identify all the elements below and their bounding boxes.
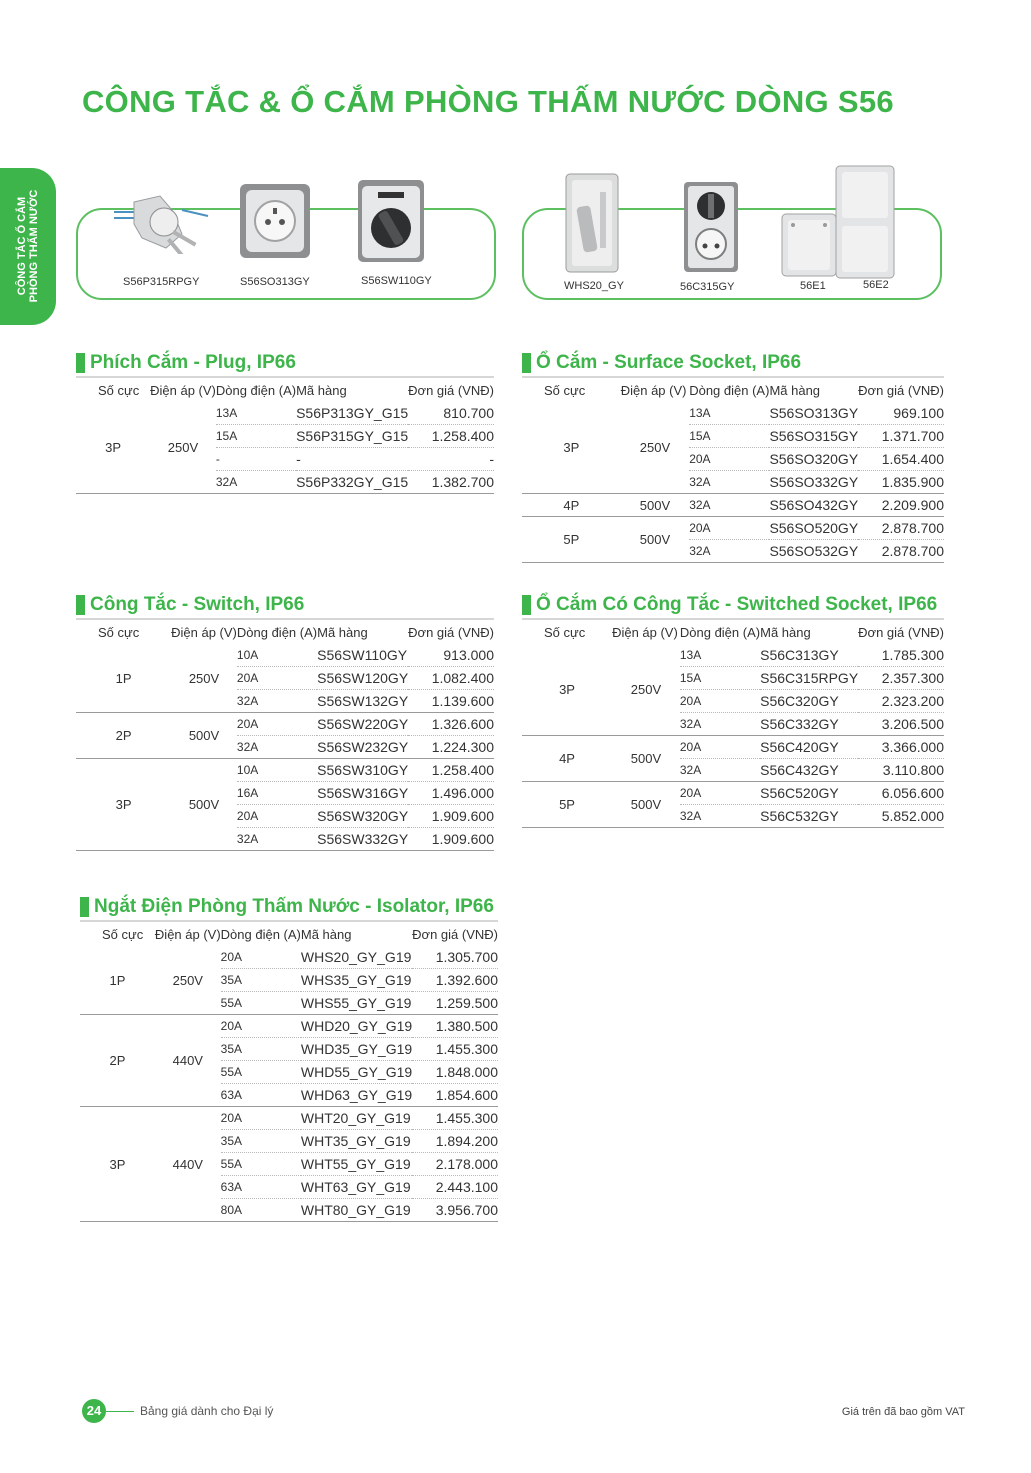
table-header-row <box>522 620 944 644</box>
footer-divider <box>106 1411 134 1412</box>
table-row <box>76 644 494 667</box>
isolator-section <box>80 894 498 1222</box>
pole-cell: 2P <box>76 713 171 759</box>
table-row <box>522 517 944 540</box>
product-code-cell: S56SO315GY <box>769 425 858 448</box>
table-header-row <box>80 922 498 946</box>
current-cell: 55A <box>221 1153 301 1176</box>
section-title: Ổ Cắm Có Công Tắc - Switched Socket, IP66 <box>536 594 938 615</box>
product-code-cell: S56C332GY <box>760 713 858 736</box>
product-code-cell: S56C520GY <box>760 782 858 805</box>
price-cell: 6.056.600 <box>858 782 944 805</box>
enclosure-56e2-image <box>834 164 896 285</box>
current-cell: 10A <box>237 644 317 667</box>
product-code-cell: S56C420GY <box>760 736 858 759</box>
product-code-cell: WHT20_GY_G19 <box>301 1107 412 1130</box>
price-cell: 1.909.600 <box>408 805 494 828</box>
table-header-row <box>76 620 494 644</box>
current-cell: 32A <box>237 828 317 851</box>
voltage-cell: 500V <box>171 759 237 851</box>
price-cell: 3.110.800 <box>858 759 944 782</box>
current-cell: 32A <box>680 759 760 782</box>
price-cell: 1.654.400 <box>858 448 944 471</box>
table-row <box>76 402 494 425</box>
product-code-cell: S56P313GY_G15 <box>296 402 408 425</box>
current-cell: 15A <box>689 425 769 448</box>
product-label: WHS20_GY <box>564 280 624 292</box>
voltage-cell: 500V <box>621 517 689 563</box>
isolator-product-image <box>564 172 620 279</box>
product-code-cell: S56SO432GY <box>769 494 858 517</box>
product-label: 56E1 <box>800 280 826 292</box>
current-cell: 20A <box>237 805 317 828</box>
current-cell: 55A <box>221 1061 301 1084</box>
pole-cell: 4P <box>522 494 621 517</box>
current-cell: 20A <box>221 1107 301 1130</box>
current-cell: - <box>216 448 296 471</box>
pole-cell: 3P <box>76 759 171 851</box>
price-cell: 1.258.400 <box>408 759 494 782</box>
column-header: Dòng điện (A) <box>679 624 761 640</box>
price-cell: 2.443.100 <box>412 1176 498 1199</box>
current-cell: 10A <box>237 759 317 782</box>
voltage-cell: 500V <box>171 713 237 759</box>
current-cell: 15A <box>216 425 296 448</box>
pole-cell: 4P <box>522 736 612 782</box>
current-cell: 32A <box>689 540 769 563</box>
switch-section <box>76 592 494 851</box>
column-header: Điện áp (V) <box>620 382 687 398</box>
price-cell: 2.878.700 <box>858 517 944 540</box>
product-code-cell: WHT63_GY_G19 <box>301 1176 412 1199</box>
voltage-cell: 250V <box>621 402 689 494</box>
column-header: Dòng điện (A) <box>220 926 301 942</box>
price-cell: 1.835.900 <box>858 471 944 494</box>
product-code-cell: WHD63_GY_G19 <box>301 1084 412 1107</box>
current-cell: 20A <box>680 736 760 759</box>
product-code-cell: S56C432GY <box>760 759 858 782</box>
price-cell: 2.357.300 <box>858 667 944 690</box>
current-cell: 63A <box>221 1084 301 1107</box>
product-code-cell: S56SW310GY <box>317 759 408 782</box>
column-header: Điện áp (V) <box>150 382 216 398</box>
product-code-cell: S56P315GY_G15 <box>296 425 408 448</box>
product-code-cell: S56C313GY <box>760 644 858 667</box>
product-code-cell: S56SW232GY <box>317 736 408 759</box>
price-cell: 913.000 <box>408 644 494 667</box>
footer-vat-note: Giá trên đã bao gồm VAT <box>841 1406 965 1418</box>
section-marker <box>80 897 89 917</box>
product-code-cell: WHS20_GY_G19 <box>301 946 412 969</box>
product-code-cell: S56SO320GY <box>769 448 858 471</box>
price-cell: 1.259.500 <box>412 992 498 1015</box>
voltage-cell: 250V <box>150 402 216 494</box>
table-header-row <box>76 378 494 402</box>
current-cell: 20A <box>221 1015 301 1038</box>
section-marker <box>522 595 531 615</box>
current-cell: 32A <box>680 805 760 828</box>
current-cell: 20A <box>221 946 301 969</box>
price-cell: 3.206.500 <box>858 713 944 736</box>
current-cell: 15A <box>680 667 760 690</box>
product-code-cell: S56C532GY <box>760 805 858 828</box>
product-code-cell: WHT35_GY_G19 <box>301 1130 412 1153</box>
product-label: S56SW110GY <box>361 275 432 287</box>
price-cell: 2.209.900 <box>858 494 944 517</box>
product-code-cell: S56SO313GY <box>769 402 858 425</box>
voltage-cell: 250V <box>612 644 680 736</box>
pole-cell: 5P <box>522 517 621 563</box>
column-header: Đơn giá (VNĐ) <box>412 926 498 942</box>
price-table <box>80 922 498 1222</box>
product-code-cell: WHD35_GY_G19 <box>301 1038 412 1061</box>
price-table <box>522 378 944 563</box>
table-row <box>80 946 498 969</box>
current-cell: 13A <box>216 402 296 425</box>
table-row <box>76 713 494 736</box>
price-cell: 1.382.700 <box>408 471 494 494</box>
section-marker <box>76 595 85 615</box>
product-label: 56E2 <box>863 279 889 291</box>
page-title: CÔNG TẮC & Ổ CẮM PHÒNG THẤM NƯỚC DÒNG S56 <box>82 84 894 119</box>
current-cell: 13A <box>689 402 769 425</box>
table-row <box>80 1015 498 1038</box>
current-cell: 20A <box>689 517 769 540</box>
price-cell: 2.878.700 <box>858 540 944 563</box>
product-code-cell: S56SW132GY <box>317 690 408 713</box>
product-code-cell: WHS55_GY_G19 <box>301 992 412 1015</box>
product-code-cell: S56SW120GY <box>317 667 408 690</box>
price-table <box>76 620 494 851</box>
product-code-cell: S56SO520GY <box>769 517 858 540</box>
price-cell: 1.371.700 <box>858 425 944 448</box>
plug-section <box>76 350 494 494</box>
product-code-cell: WHD55_GY_G19 <box>301 1061 412 1084</box>
product-code-cell: S56SO332GY <box>769 471 858 494</box>
product-code-cell: S56SW316GY <box>317 782 408 805</box>
column-header: Dòng điện (A) <box>236 624 318 640</box>
column-header: Dòng điện (A) <box>689 382 770 398</box>
enclosure-56e1-image <box>780 212 838 283</box>
column-header: Đơn giá (VNĐ) <box>858 624 944 640</box>
price-cell: 1.326.600 <box>408 713 494 736</box>
section-title: Phích Cắm - Plug, IP66 <box>90 352 296 373</box>
price-cell: 1.224.300 <box>408 736 494 759</box>
table-row <box>76 759 494 782</box>
voltage-cell: 500V <box>612 736 680 782</box>
current-cell: 20A <box>237 667 317 690</box>
product-code-cell: S56SW110GY <box>317 644 408 667</box>
product-label: 56C315GY <box>680 281 735 293</box>
column-header: Mã hàng <box>769 382 821 398</box>
price-cell: 3.956.700 <box>412 1199 498 1222</box>
column-header: Mã hàng <box>296 382 347 398</box>
column-header: Điện áp (V) <box>171 624 237 640</box>
voltage-cell: 440V <box>155 1107 221 1222</box>
section-title: Ổ Cắm - Surface Socket, IP66 <box>536 352 802 373</box>
column-header: Số cực <box>98 382 140 398</box>
current-cell: 32A <box>237 690 317 713</box>
page-number: 24 <box>82 1399 106 1423</box>
plug-product-image <box>112 190 212 259</box>
price-cell: 1.785.300 <box>858 644 944 667</box>
column-header: Đơn giá (VNĐ) <box>858 382 944 398</box>
price-cell: 1.455.300 <box>412 1038 498 1061</box>
price-cell: 2.323.200 <box>858 690 944 713</box>
pole-cell: 3P <box>80 1107 155 1222</box>
voltage-cell: 500V <box>621 494 689 517</box>
current-cell: 35A <box>221 1130 301 1153</box>
price-cell: 1.380.500 <box>412 1015 498 1038</box>
voltage-cell: 500V <box>612 782 680 828</box>
current-cell: 16A <box>237 782 317 805</box>
current-cell: 63A <box>221 1176 301 1199</box>
footer-dealer-note: Bảng giá dành cho Đại lý <box>140 1404 274 1418</box>
current-cell: 13A <box>680 644 760 667</box>
voltage-cell: 440V <box>155 1015 221 1107</box>
price-cell: 1.139.600 <box>408 690 494 713</box>
product-code-cell: WHT55_GY_G19 <box>301 1153 412 1176</box>
price-cell: 5.852.000 <box>858 805 944 828</box>
column-header: Số cực <box>98 624 140 640</box>
current-cell: 80A <box>221 1199 301 1222</box>
column-header: Dòng điện (A) <box>215 382 297 398</box>
current-cell: 20A <box>680 690 760 713</box>
switch-product-image <box>356 178 426 269</box>
price-cell: 3.366.000 <box>858 736 944 759</box>
product-code-cell: S56P332GY_G15 <box>296 471 408 494</box>
product-code-cell: WHD20_GY_G19 <box>301 1015 412 1038</box>
pole-cell: 3P <box>76 402 150 494</box>
side-tab[interactable] <box>0 168 56 325</box>
product-code-cell: S56SW220GY <box>317 713 408 736</box>
current-cell: 35A <box>221 969 301 992</box>
table-row <box>522 644 944 667</box>
product-code-cell: S56C315RPGY <box>760 667 858 690</box>
column-header: Mã hàng <box>760 624 811 640</box>
price-cell: 1.455.300 <box>412 1107 498 1130</box>
current-cell: 32A <box>216 471 296 494</box>
price-table <box>76 378 494 494</box>
price-cell: 1.854.600 <box>412 1084 498 1107</box>
surface-socket-section <box>522 350 944 563</box>
product-code-cell: - <box>296 448 408 471</box>
pole-cell: 1P <box>80 946 155 1015</box>
column-header: Điện áp (V) <box>154 926 221 942</box>
table-row <box>80 1107 498 1130</box>
table-row <box>522 782 944 805</box>
pole-cell: 1P <box>76 644 171 713</box>
pole-cell: 3P <box>522 644 612 736</box>
price-cell: 1.496.000 <box>408 782 494 805</box>
price-cell: - <box>408 448 494 471</box>
current-cell: 20A <box>689 448 769 471</box>
current-cell: 35A <box>221 1038 301 1061</box>
column-header: Số cực <box>544 624 586 640</box>
table-row <box>522 494 944 517</box>
price-cell: 1.392.600 <box>412 969 498 992</box>
side-tab-label: CÔNG TẮC Ổ CẮM PHÒNG THẤM NƯỚC <box>16 189 40 303</box>
price-cell: 2.178.000 <box>412 1153 498 1176</box>
price-cell: 969.100 <box>858 402 944 425</box>
table-row <box>522 736 944 759</box>
voltage-cell: 250V <box>155 946 221 1015</box>
pole-cell: 5P <box>522 782 612 828</box>
product-code-cell: S56SO532GY <box>769 540 858 563</box>
product-code-cell: S56SW332GY <box>317 828 408 851</box>
price-cell: 1.082.400 <box>408 667 494 690</box>
price-cell: 1.894.200 <box>412 1130 498 1153</box>
price-cell: 1.909.600 <box>408 828 494 851</box>
column-header: Mã hàng <box>300 926 352 942</box>
product-code-cell: S56SW320GY <box>317 805 408 828</box>
section-title: Ngắt Điện Phòng Thấm Nước - Isolator, IP66 <box>94 896 494 917</box>
current-cell: 20A <box>680 782 760 805</box>
table-header-row <box>522 378 944 402</box>
column-header: Số cực <box>102 926 144 942</box>
product-label: S56SO313GY <box>240 276 310 288</box>
current-cell: 32A <box>689 471 769 494</box>
product-label: S56P315RPGY <box>123 276 200 288</box>
column-header: Điện áp (V) <box>612 624 678 640</box>
product-code-cell: WHT80_GY_G19 <box>301 1199 412 1222</box>
price-cell: 1.258.400 <box>408 425 494 448</box>
section-marker <box>522 353 531 373</box>
column-header: Mã hàng <box>317 624 368 640</box>
current-cell: 20A <box>237 713 317 736</box>
table-row <box>522 402 944 425</box>
product-code-cell: WHS35_GY_G19 <box>301 969 412 992</box>
price-cell: 1.305.700 <box>412 946 498 969</box>
section-marker <box>76 353 85 373</box>
column-header: Số cực <box>544 382 586 398</box>
voltage-cell: 250V <box>171 644 237 713</box>
price-cell: 1.848.000 <box>412 1061 498 1084</box>
product-code-cell: S56C320GY <box>760 690 858 713</box>
current-cell: 55A <box>221 992 301 1015</box>
price-cell: 810.700 <box>408 402 494 425</box>
current-cell: 32A <box>237 736 317 759</box>
switched-socket-product-image <box>682 180 740 279</box>
column-header: Đơn giá (VNĐ) <box>408 382 494 398</box>
pole-cell: 2P <box>80 1015 155 1107</box>
switched-socket-section <box>522 592 944 828</box>
price-table <box>522 620 944 828</box>
current-cell: 32A <box>689 494 769 517</box>
current-cell: 32A <box>680 713 760 736</box>
section-title: Công Tắc - Switch, IP66 <box>90 594 305 615</box>
pole-cell: 3P <box>522 402 621 494</box>
surface-socket-product-image <box>238 182 312 265</box>
column-header: Đơn giá (VNĐ) <box>408 624 494 640</box>
